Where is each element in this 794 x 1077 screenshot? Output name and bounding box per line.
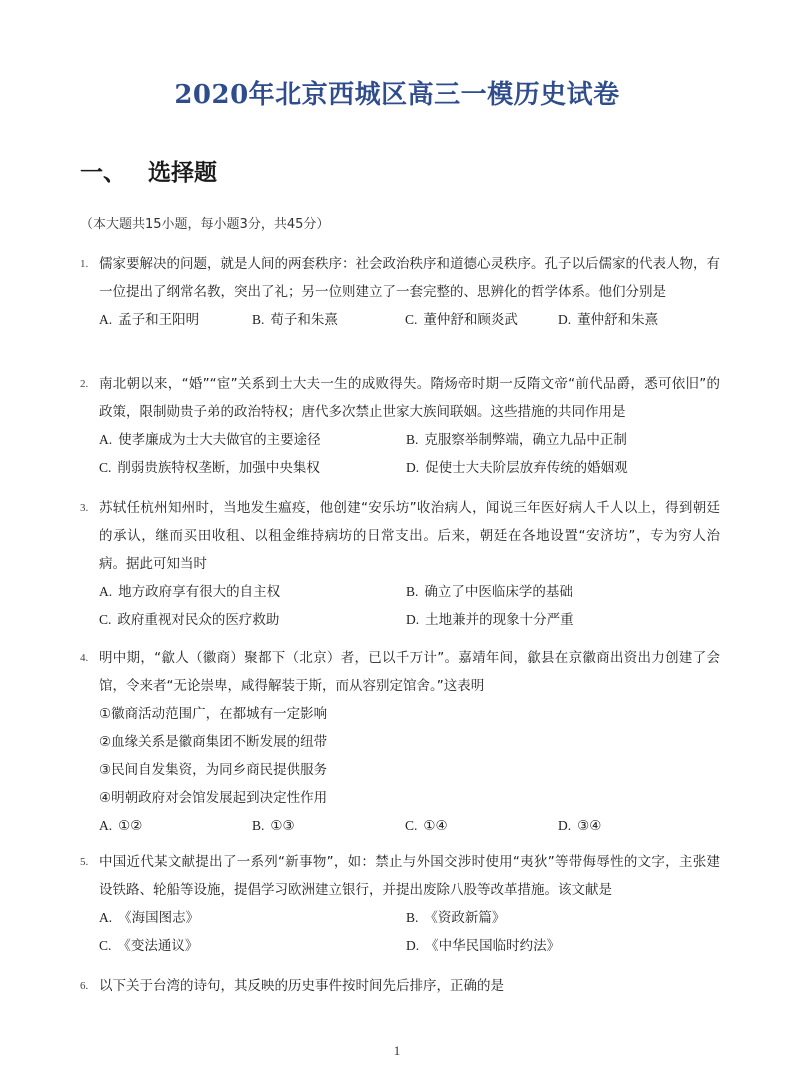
statement-1: ①徽商活动范围广，在都城有一定影响 [99, 706, 328, 722]
question-6 [80, 972, 720, 1000]
question-4 [80, 644, 720, 840]
option-a: A. ①② [99, 818, 143, 834]
section-heading [80, 154, 217, 187]
question-stem: 中国近代某文献提出了一系列“新事物”，如：禁止与外国交涉时使用“夷狄”等带侮辱性的文字，主张建设铁路、轮船等设施，提倡学习欧洲建立银行，并提出废除八股等改革措施。该文献是 [99, 854, 720, 898]
option-c: C. 政府重视对民众的医疗救助 [99, 612, 280, 628]
option-b: B. 荀子和朱熹 [252, 312, 338, 328]
document-title: 2020年北京西城区高三一模历史试卷 [174, 80, 620, 110]
page-number: 1 [393, 1043, 401, 1058]
options [99, 306, 720, 334]
option-c: C. 《变法通议》 [99, 938, 199, 954]
statement-3: ③民间自发集资，为同乡商民提供服务 [99, 762, 328, 778]
question-1 [80, 250, 720, 334]
option-d: D. 董仲舒和朱熹 [558, 312, 659, 328]
options [99, 578, 720, 634]
question-stem: 以下关于台湾的诗句，其反映的历史事件按时间先后排序，正确的是 [99, 978, 504, 994]
question-5 [80, 848, 720, 960]
question-stem: 明中期，“歙人（徽商）聚都下（北京）者，已以千万计”。嘉靖年间，歙县在京徽商出资出力创建了会馆，令来者“无论崇卑，咸得解装于斯，而从容别定馆舍。”这表明 [99, 650, 720, 694]
options [99, 904, 720, 960]
option-b: B. 《资政新篇》 [406, 910, 506, 926]
option-d: D. 土地兼并的现象十分严重 [406, 612, 574, 628]
option-b: B. 克服察举制弊端，确立九品中正制 [406, 432, 627, 448]
question-stem: 苏轼任杭州知州时，当地发生瘟疫，他创建“安乐坊”收治病人，闻说三年医好病人千人以上，得到朝廷的承认，继而买田收租、以租金维持病坊的日常支出。后来，朝廷在各地设置“安济坊”，专为穷人治病。据此可知当时 [99, 500, 720, 572]
question-number: 6. [80, 980, 89, 992]
question-number: 5. [80, 856, 89, 868]
question-number: 2. [80, 378, 89, 390]
options [99, 426, 720, 482]
question-stem: 儒家要解决的问题，就是人间的两套秩序：社会政治秩序和道德心灵秩序。孔子以后儒家的代表人物，有一位提出了纲常名教，突出了礼；另一位则建立了一套完整的、思辨化的哲学体系。他们分别是 [99, 256, 720, 300]
option-c: C. ①④ [405, 818, 448, 834]
option-b: B. ①③ [252, 818, 295, 834]
section-label: 选择题 [148, 160, 217, 186]
question-stem: 南北朝以来，“婚”“宦”关系到士大夫一生的成败得失。隋炀帝时期一反隋文帝“前代品爵，悉可依旧”的政策，限制勋贵子弟的政治特权；唐代多次禁止世家大族间联姻。这些措施的共同作用是 [99, 376, 720, 420]
section-note: （本大题共15小题，每小题3分，共45分） [80, 217, 330, 232]
option-c: C. 削弱贵族特权垄断，加强中央集权 [99, 460, 320, 476]
option-a: A. 孟子和王阳明 [99, 312, 200, 328]
option-a: A. 使孝廉成为士大夫做官的主要途径 [99, 432, 321, 448]
question-2 [80, 370, 720, 482]
question-number: 3. [80, 502, 89, 514]
option-b: B. 确立了中医临床学的基础 [406, 584, 573, 600]
option-d: D. 《中华民国临时约法》 [406, 938, 561, 954]
statement-4: ④明朝政府对会馆发展起到决定性作用 [99, 790, 328, 806]
option-a: A. 地方政府享有很大的自主权 [99, 584, 281, 600]
question-number: 4. [80, 652, 89, 664]
option-d: D. ③④ [558, 818, 602, 834]
option-d: D. 促使士大夫阶层放弃传统的婚姻观 [406, 460, 628, 476]
option-c: C. 董仲舒和顾炎武 [405, 312, 518, 328]
options [99, 812, 720, 840]
section-number: 一、 [80, 160, 126, 186]
question-number: 1. [80, 258, 89, 270]
question-3 [80, 494, 720, 634]
statement-2: ②血缘关系是徽商集团不断发展的纽带 [99, 734, 328, 750]
option-a: A. 《海国图志》 [99, 910, 200, 926]
